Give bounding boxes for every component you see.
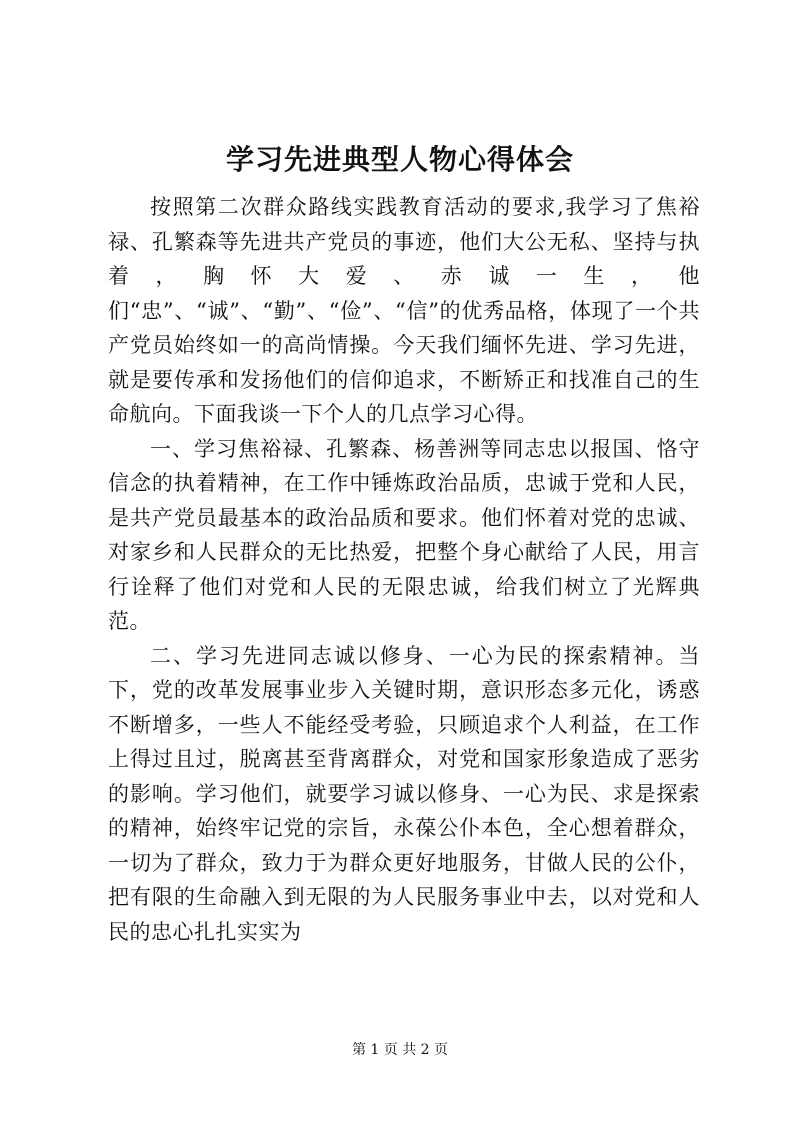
paragraph-intro: 按照第二次群众路线实践教育活动的要求,我学习了焦裕禄、孔繁森等先进共产党员的事迹，他们大公无私、坚持与执着，胸怀大爱、赤诚一生，他们“忠”、“诚”、“勤”、“俭”、“信”的优秀品格，体现了一个共产党员始终如一的高尚情操。今天我们缅怀先进、学习先进，就是要传承和发扬他们的信仰追求，不断矫正和找准自己的生命航向。下面我谈一下个人的几点学习心得。 [108, 195, 700, 426]
paragraph-point-two: 二、学习先进同志诚以修身、一心为民的探索精神。当下，党的改革发展事业步入关键时期，意识形态多元化，诱惑不断增多，一些人不能经受考验，只顾追求个人利益，在工作上得过且过，脱离甚至背离群众，对党和国家形象造成了恶劣的影响。学习他们，就要学习诚以修身、一心为民、求是探索的精神，始终牢记党的宗旨，永葆公仆本色，全心想着群众，一切为了群众，致力于为群众更好地服务，甘做人民的公仆，把有限的生命融入到无限的为人民服务事业中去，以对党和人民的忠心扎扎实实为 [108, 643, 700, 944]
document-body [108, 190, 700, 949]
page-footer: 第 1 页 共 2 页 [351, 1042, 449, 1058]
paragraph-point-one: 一、学习焦裕禄、孔繁森、杨善洲等同志忠以报国、恪守信念的执着精神，在工作中锤炼政治品质，忠诚于党和人民，是共产党员最基本的政治品质和要求。他们怀着对党的忠诚、对家乡和人民群众的无比热爱，把整个身心献给了人民，用言行诠释了他们对党和人民的无限忠诚，给我们树立了光辉典范。 [108, 436, 700, 633]
document-title: 学习先进典型人物心得体会 [225, 143, 574, 176]
